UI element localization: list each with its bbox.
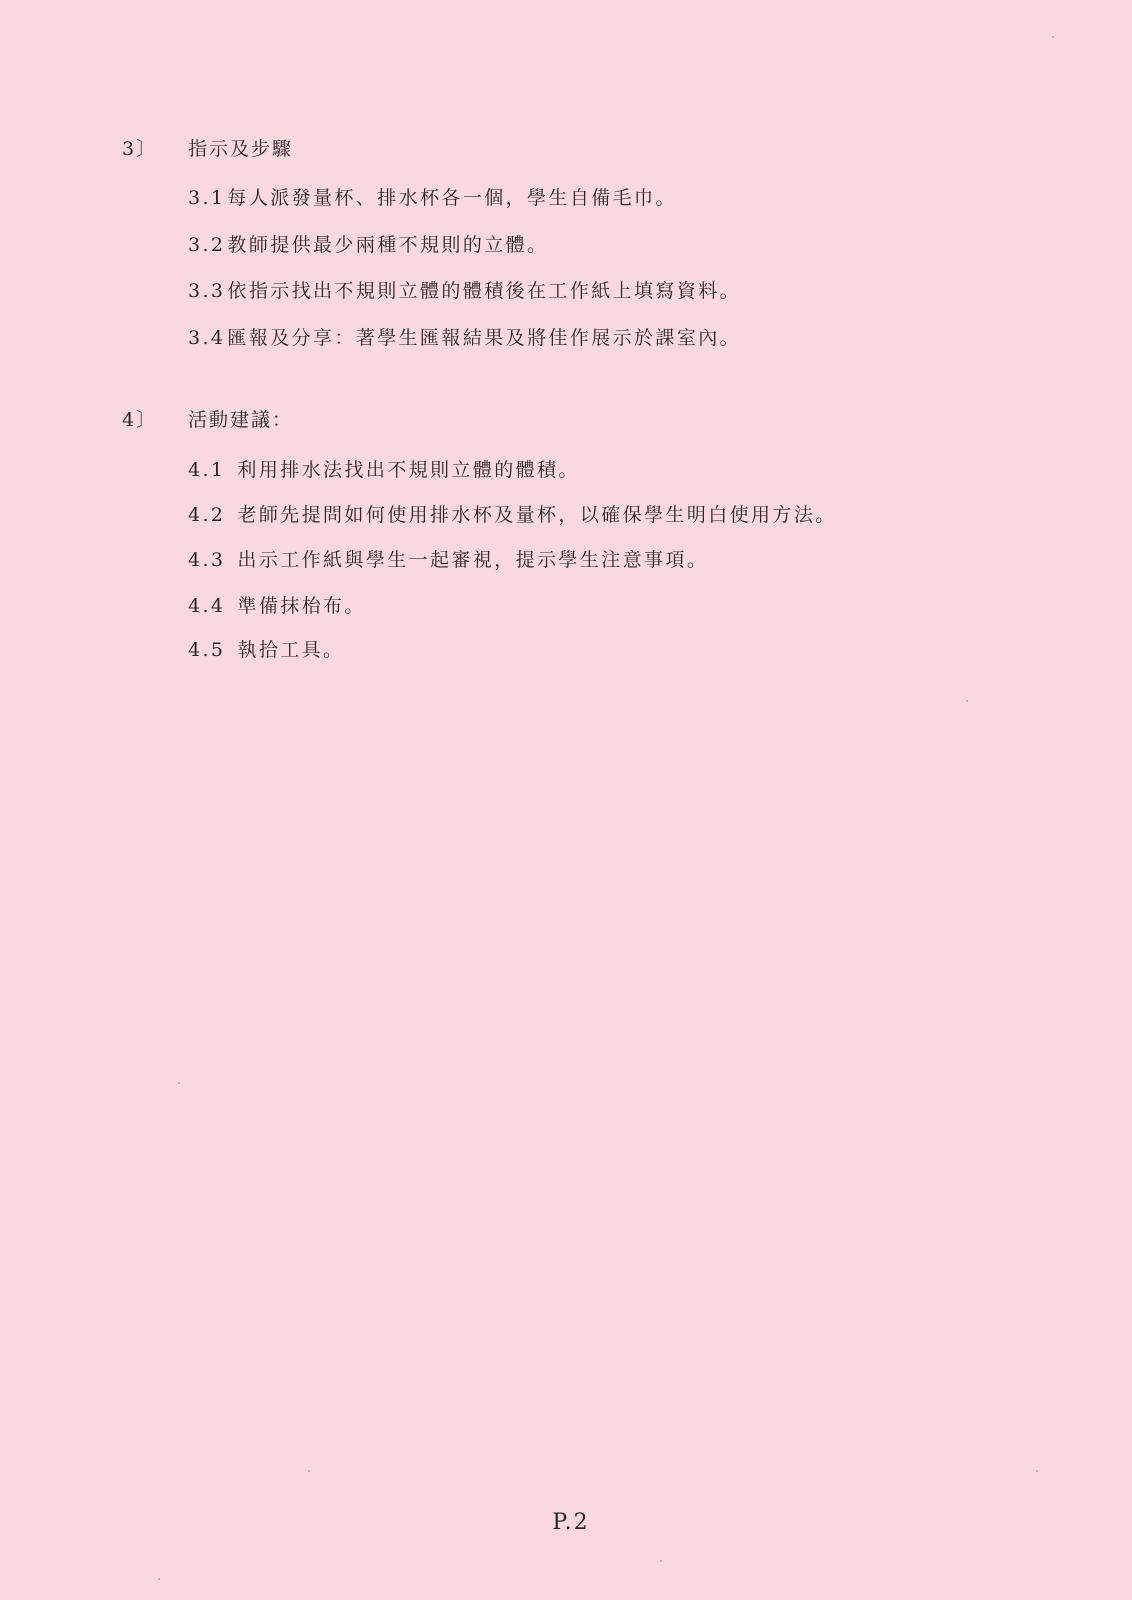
suggestion-item-4-2 bbox=[188, 500, 837, 530]
suggestion-number: 4.2 bbox=[188, 504, 226, 526]
section-3-number: 3〕 bbox=[122, 138, 158, 160]
suggestion-item-4-1 bbox=[188, 455, 580, 485]
section-3-heading bbox=[122, 134, 293, 164]
suggestion-text: 老師先提問如何使用排水杯及量杯，以確保學生明白使用方法。 bbox=[237, 504, 837, 526]
section-4-heading bbox=[122, 405, 293, 435]
step-item-3-3 bbox=[188, 276, 741, 306]
section-3-title: 指示及步驟 bbox=[188, 138, 294, 160]
scan-speck bbox=[158, 1578, 160, 1580]
page-number: P.2 bbox=[552, 1510, 590, 1535]
suggestion-number: 4.3 bbox=[188, 549, 226, 571]
step-number: 3.3 bbox=[188, 280, 226, 302]
step-item-3-2 bbox=[188, 230, 548, 260]
suggestion-number: 4.4 bbox=[188, 595, 226, 617]
step-item-3-1 bbox=[188, 183, 677, 213]
scan-speck bbox=[1052, 36, 1054, 38]
suggestion-text: 利用排水法找出不規則立體的體積。 bbox=[237, 459, 580, 481]
suggestion-item-4-3 bbox=[188, 545, 708, 575]
suggestion-text: 準備抹枱布。 bbox=[237, 595, 366, 617]
scan-speck bbox=[660, 1560, 662, 1562]
section-4-number: 4〕 bbox=[122, 409, 158, 431]
suggestion-item-4-4 bbox=[188, 591, 366, 621]
section-4-title: 活動建議： bbox=[188, 409, 294, 431]
suggestion-text: 出示工作紙與學生一起審視，提示學生注意事項。 bbox=[237, 549, 709, 571]
step-text: 教師提供最少兩種不規則的立體。 bbox=[227, 234, 549, 256]
scan-speck bbox=[178, 1082, 180, 1084]
step-number: 3.2 bbox=[188, 234, 226, 256]
suggestion-number: 4.5 bbox=[188, 639, 226, 661]
step-number: 3.1 bbox=[188, 187, 226, 209]
step-text: 每人派發量杯、排水杯各一個，學生自備毛巾。 bbox=[227, 187, 677, 209]
scan-speck bbox=[1036, 1470, 1038, 1472]
step-text: 依指示找出不規則立體的體積後在工作紙上填寫資料。 bbox=[227, 280, 742, 302]
scan-speck bbox=[966, 700, 968, 702]
suggestion-item-4-5 bbox=[188, 635, 344, 665]
suggestion-text: 執拾工具。 bbox=[237, 639, 345, 661]
step-item-3-4 bbox=[188, 323, 741, 353]
suggestion-number: 4.1 bbox=[188, 459, 226, 481]
step-number: 3.4 bbox=[188, 327, 226, 349]
step-text: 匯報及分享：著學生匯報結果及將佳作展示於課室內。 bbox=[227, 327, 742, 349]
scan-speck bbox=[308, 1470, 310, 1472]
